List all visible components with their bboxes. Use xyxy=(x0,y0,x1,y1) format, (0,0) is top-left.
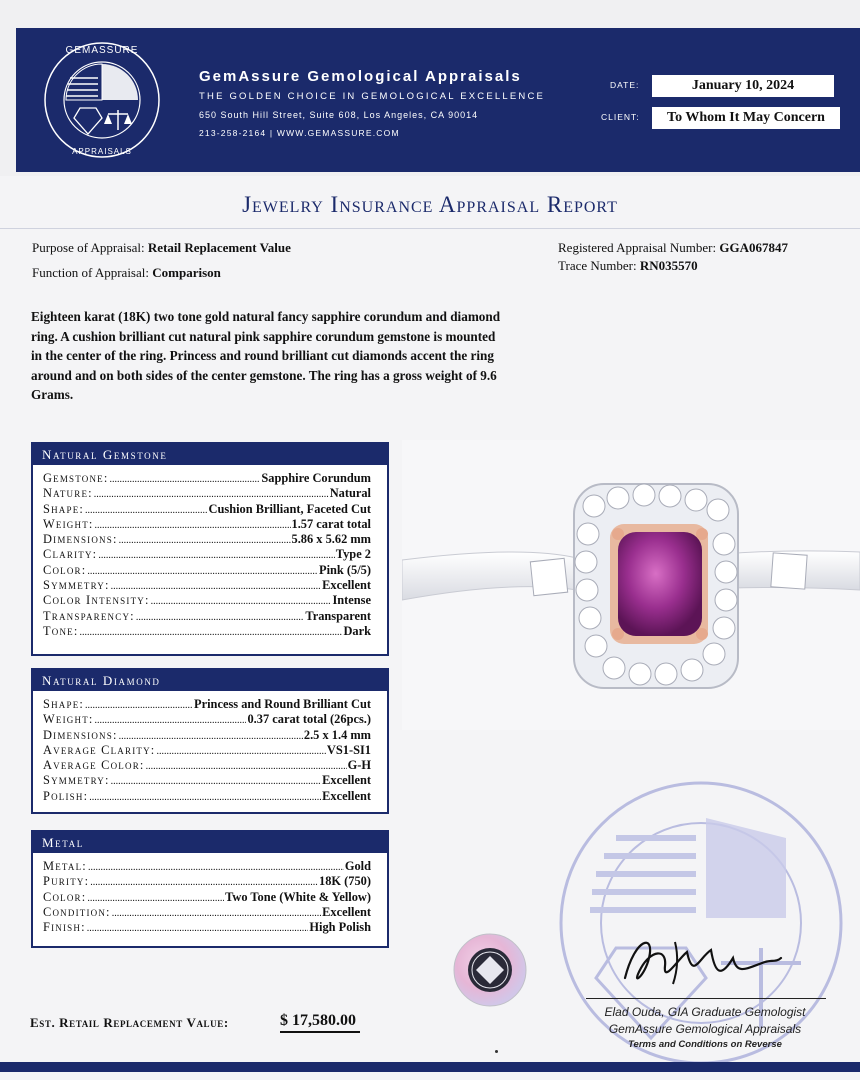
retail-value-label: Est. Retail Replacement Value: xyxy=(30,1015,229,1030)
gemstone-row xyxy=(43,502,371,517)
gemstone-row-value: Cushion Brilliant, Faceted Cut xyxy=(208,501,371,516)
diamond-heading: Natural Diamond xyxy=(33,670,387,691)
gemstone-row-label: Gemstone: xyxy=(43,471,109,485)
diamond-row xyxy=(43,758,371,773)
leader-dots xyxy=(94,489,329,500)
stray-mark xyxy=(495,1050,498,1053)
metal-row xyxy=(43,890,371,905)
report-title: Jewelry Insurance Appraisal Report xyxy=(242,192,618,217)
client-label: CLIENT: xyxy=(601,112,640,122)
header-band xyxy=(16,28,860,172)
gemstone-row-value: Transparent xyxy=(305,608,371,623)
leader-dots xyxy=(119,535,291,546)
diamond-row xyxy=(43,789,371,804)
company-address: 650 South Hill Street, Suite 608, Los Angeles, CA 90014 xyxy=(199,110,479,120)
signature-line xyxy=(586,998,826,999)
gemstone-row-value: Excellent xyxy=(322,578,371,593)
metal-row-value: Gold xyxy=(344,859,371,873)
gemstone-row xyxy=(43,547,371,562)
diamond-row xyxy=(43,712,371,727)
diamond-row-value: G-H xyxy=(347,758,371,773)
gemstone-row-label: Color Intensity: xyxy=(43,593,150,608)
gemstone-rows xyxy=(33,465,387,639)
metal-row-label: Metal: xyxy=(43,859,87,873)
title-divider xyxy=(0,228,860,229)
diamond-row-value: Princess and Round Brilliant Cut xyxy=(194,697,371,711)
gemstone-row xyxy=(43,609,371,624)
gemstone-row-label: Shape: xyxy=(43,501,85,516)
leader-dots xyxy=(80,627,343,638)
hologram-seal-sticker xyxy=(452,932,528,1008)
purpose-label: Purpose of Appraisal: xyxy=(32,240,145,255)
leader-dots xyxy=(88,862,344,873)
client-field: To Whom It May Concern xyxy=(652,107,840,129)
diamond-row-value: VS1-SI1 xyxy=(326,742,371,757)
gemstone-row-value: Natural xyxy=(329,486,371,501)
metal-row xyxy=(43,874,371,889)
metal-heading: Metal xyxy=(33,832,387,853)
trace-label: Trace Number: xyxy=(558,258,637,273)
leader-dots xyxy=(85,505,207,516)
date-label: DATE: xyxy=(610,80,640,90)
leader-dots xyxy=(85,700,193,711)
leader-dots xyxy=(151,596,332,607)
svg-text:GEMASSURE: GEMASSURE xyxy=(65,45,139,56)
leader-dots xyxy=(89,792,321,803)
diamond-row-label: Shape: xyxy=(43,697,85,711)
metal-row-value: 18K (750) xyxy=(319,874,371,889)
gemstone-row xyxy=(43,578,371,593)
gemstone-row-value: Intense xyxy=(332,593,371,608)
metal-row-label: Purity: xyxy=(43,874,90,889)
company-name: GemAssure Gemological Appraisals xyxy=(199,68,522,85)
gemstone-row xyxy=(43,563,371,578)
leader-dots xyxy=(95,520,291,531)
diamond-row-label: Symmetry: xyxy=(43,773,110,788)
footer-band xyxy=(0,1062,860,1072)
metal-rows xyxy=(33,853,387,935)
metal-row xyxy=(43,920,371,935)
diamond-row xyxy=(43,697,371,712)
diamond-rows xyxy=(33,691,387,804)
leader-dots xyxy=(87,893,224,904)
diamond-panel xyxy=(31,668,389,814)
diamond-row xyxy=(43,728,371,743)
gemstone-row-value: Type 2 xyxy=(335,547,371,562)
gemstone-row-value: Sapphire Corundum xyxy=(261,471,371,485)
gemstone-row xyxy=(43,532,371,547)
company-tagline: THE GOLDEN CHOICE IN GEMOLOGICAL EXCELLENCE xyxy=(199,91,546,102)
gemstone-row-label: Tone: xyxy=(43,623,79,638)
leader-dots xyxy=(95,715,247,726)
gemstone-row-label: Transparency: xyxy=(43,608,135,623)
appraiser-name: Elad Ouda, GIA Graduate Gemologist xyxy=(604,1005,806,1019)
leader-dots xyxy=(110,474,261,485)
metal-row xyxy=(43,905,371,920)
trace-line xyxy=(558,258,698,274)
gemstone-row-label: Dimensions: xyxy=(43,532,118,547)
leader-dots xyxy=(156,746,325,757)
diamond-row-value: Excellent xyxy=(322,788,371,803)
appraiser-company: GemAssure Gemological Appraisals xyxy=(608,1022,802,1036)
function-label: Function of Appraisal: xyxy=(32,265,149,280)
gemstone-row-value: 1.57 carat total xyxy=(291,516,371,531)
gemstone-row-label: Weight: xyxy=(43,516,94,531)
gemstone-row-value: 5.86 x 5.62 mm xyxy=(291,532,371,547)
trace-value: RN035570 xyxy=(639,258,698,273)
item-description: Eighteen karat (18K) two tone gold natural fancy sapphire corundum and diamond ring. A cushion brilliant cut natural pink sapphire corundum gemstone is mounted in the center of the ring. Princess and round brilliant cut diamonds accent the ring around and on both sides of the center gemstone. The ring has a gross weight of 9.6 Grams. xyxy=(31,309,501,402)
function-value: Comparison xyxy=(152,265,221,280)
registered-line xyxy=(558,240,788,256)
diamond-row-label: Average Clarity: xyxy=(43,742,156,757)
diamond-row xyxy=(43,743,371,758)
leader-dots xyxy=(112,908,321,919)
gemassure-seal-logo xyxy=(42,40,162,160)
leader-dots xyxy=(146,761,347,772)
leader-dots xyxy=(87,566,318,577)
date-field: January 10, 2024 xyxy=(652,75,834,97)
metal-row-label: Condition: xyxy=(43,904,111,919)
diamond-row-value: 2.5 x 1.4 mm xyxy=(303,727,371,742)
leader-dots xyxy=(87,923,309,934)
gemstone-row-label: Color: xyxy=(43,562,87,577)
metal-row-label: Color: xyxy=(43,889,87,904)
diamond-row-label: Average Color: xyxy=(43,758,145,773)
appraiser-signature xyxy=(615,928,785,994)
diamond-row-label: Weight: xyxy=(43,712,94,727)
metal-panel xyxy=(31,830,389,948)
registered-label: Registered Appraisal Number: xyxy=(558,240,717,255)
diamond-row-value: Excellent xyxy=(322,773,371,788)
terms-note: Terms and Conditions on Reverse xyxy=(628,1039,782,1050)
function-line xyxy=(32,265,221,281)
gemstone-row xyxy=(43,593,371,608)
gemstone-row-label: Clarity: xyxy=(43,547,98,562)
gemstone-row-label: Nature: xyxy=(43,486,93,501)
leader-dots xyxy=(119,731,303,742)
report-header xyxy=(0,0,860,176)
gemstone-panel xyxy=(31,442,389,656)
gemstone-row-value: Pink (5/5) xyxy=(319,562,371,577)
gemstone-row xyxy=(43,624,371,639)
metal-row xyxy=(43,859,371,874)
metal-row-value: High Polish xyxy=(309,920,371,935)
leader-dots xyxy=(111,776,321,787)
gemstone-heading: Natural Gemstone xyxy=(33,444,387,465)
leader-dots xyxy=(98,550,334,561)
diamond-row-label: Polish: xyxy=(43,788,89,803)
diamond-row xyxy=(43,773,371,788)
metal-row-value: Excellent xyxy=(322,904,371,919)
leader-dots xyxy=(90,877,318,888)
registered-value: GGA067847 xyxy=(719,240,789,255)
gemstone-row xyxy=(43,486,371,501)
gemstone-row-label: Symmetry: xyxy=(43,578,110,593)
diamond-row-label: Dimensions: xyxy=(43,727,118,742)
leader-dots xyxy=(111,581,321,592)
diamond-row-value: 0.37 carat total (26pcs.) xyxy=(247,712,371,727)
purpose-line xyxy=(32,240,291,256)
retail-value-amount: $ 17,580.00 xyxy=(280,1012,360,1033)
gemstone-row-value: Dark xyxy=(343,623,371,638)
svg-text:APPRAISALS: APPRAISALS xyxy=(72,147,132,156)
leader-dots xyxy=(136,612,305,623)
gemstone-row xyxy=(43,471,371,486)
metal-row-label: Finish: xyxy=(43,920,86,935)
metal-row-value: Two Tone (White & Yellow) xyxy=(225,889,371,904)
purpose-value: Retail Replacement Value xyxy=(147,240,291,255)
ring-photo xyxy=(402,440,860,730)
gemstone-row xyxy=(43,517,371,532)
company-contact: 213-258-2164 | WWW.GEMASSURE.COM xyxy=(199,128,400,138)
